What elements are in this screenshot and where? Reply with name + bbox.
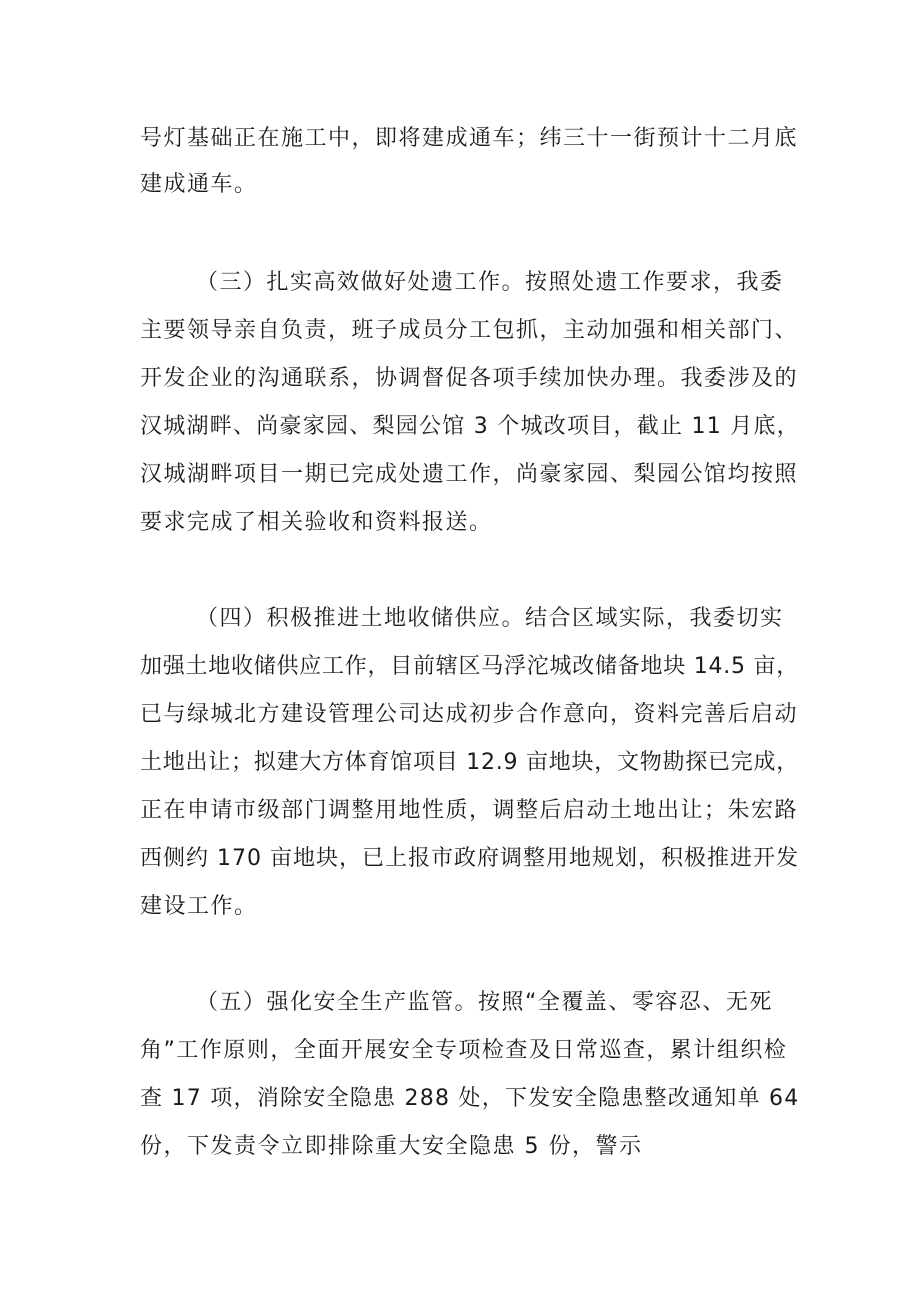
text-line: 土地出让；拟建大方体育馆项目 12.9 亩地块，文物勘探已完成，	[140, 750, 799, 775]
text-line: 汉城湖畔项目一期已完成处遗工作，尚豪家园、梨园公馆均按照	[140, 462, 799, 487]
text-line: 建设工作。	[140, 894, 258, 919]
text-line: （四）积极推进土地收储供应。结合区域实际，我委切实	[196, 606, 784, 631]
text-line: （五）强化安全生产监管。按照“全覆盖、零容忍、无死	[196, 990, 773, 1015]
text-line: 已与绿城北方建设管理公司达成初步合作意向，资料完善后启动	[140, 702, 799, 727]
text-line: 查 17 项，消除安全隐患 288 处，下发安全隐患整改通知单 64	[140, 1086, 800, 1111]
text-line: 正在申请市级部门调整用地性质，调整后启动土地出让；朱宏路	[140, 798, 799, 823]
text-line: 主要领导亲自负责，班子成员分工包抓，主动加强和相关部门、	[140, 318, 799, 343]
text-line: 汉城湖畔、尚豪家园、梨园公馆 3 个城改项目，截止 11 月底，	[140, 414, 800, 439]
text-line: （三）扎实高效做好处遗工作。按照处遗工作要求，我委	[196, 270, 784, 295]
text-line: 角”工作原则，全面开展安全专项检查及日常巡查，累计组织检	[140, 1038, 788, 1063]
text-line: 开发企业的沟通联系，协调督促各项手续加快办理。我委涉及的	[140, 366, 799, 391]
text-line: 要求完成了相关验收和资料报送。	[140, 510, 493, 535]
text-line: 号灯基础正在施工中，即将建成通车；纬三十一街预计十二月底	[140, 126, 799, 151]
text-line: 西侧约 170 亩地块，已上报市政府调整用地规划，积极推进开发	[140, 846, 799, 871]
text-line: 份，下发责令立即排除重大安全隐患 5 份，警示	[140, 1134, 643, 1159]
text-line: 加强土地收储供应工作，目前辖区马浮沱城改储备地块 14.5 亩，	[140, 654, 799, 679]
text-line: 建成通车。	[140, 172, 258, 197]
